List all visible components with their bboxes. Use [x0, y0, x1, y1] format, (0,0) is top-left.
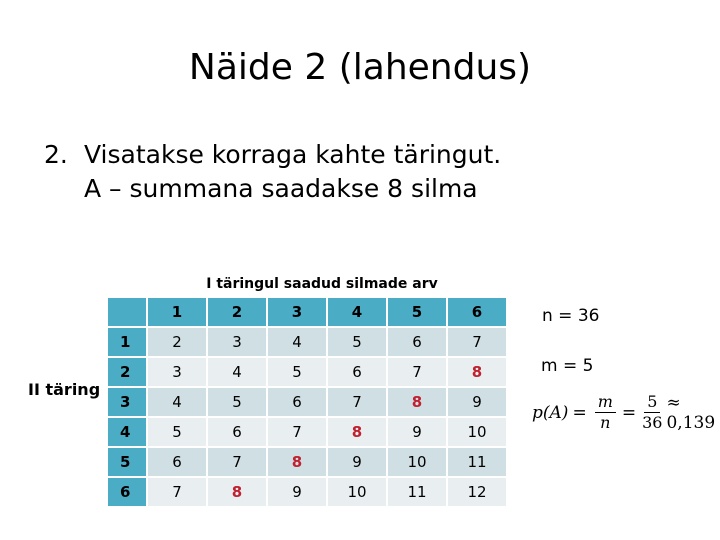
dice-sum-table — [108, 298, 508, 508]
formula-equals-2: = — [621, 402, 637, 423]
row-header: 6 — [108, 477, 147, 507]
table-cell: 10 — [327, 477, 387, 507]
table-cell: 8 — [387, 387, 447, 417]
table-row — [108, 387, 507, 417]
row-header: 5 — [108, 447, 147, 477]
fraction-5-over-36 — [642, 392, 662, 433]
table-cell: 6 — [207, 417, 267, 447]
table-cell: 6 — [387, 327, 447, 357]
table-cell: 4 — [267, 327, 327, 357]
table-cell: 9 — [447, 387, 507, 417]
column-header: 5 — [387, 298, 447, 327]
table-cell: 10 — [387, 447, 447, 477]
column-header: 6 — [447, 298, 507, 327]
table-cell: 9 — [327, 447, 387, 477]
table-cell: 3 — [207, 327, 267, 357]
task-number: 2. — [44, 140, 68, 169]
table-cell: 8 — [447, 357, 507, 387]
task-line-2: A – summana saadakse 8 silma — [84, 174, 478, 203]
table-cell: 5 — [147, 417, 207, 447]
column-header: 4 — [327, 298, 387, 327]
table-cell: 3 — [147, 357, 207, 387]
table-cell: 9 — [387, 417, 447, 447]
table-cell: 10 — [447, 417, 507, 447]
table-cell: 7 — [147, 477, 207, 507]
table-cell: 5 — [207, 387, 267, 417]
table-cell: 11 — [447, 447, 507, 477]
table-cell: 8 — [267, 447, 327, 477]
probability-formula — [532, 392, 720, 433]
slide-title: Näide 2 (lahendus) — [188, 47, 532, 88]
fraction-denominator: n — [600, 413, 611, 432]
m-value: m = 5 — [541, 356, 594, 376]
column-header: 3 — [267, 298, 327, 327]
table-cell: 6 — [327, 357, 387, 387]
task-line-1: Visatakse korraga kahte täringut. — [84, 140, 502, 169]
formula-lhs: p(A) — [532, 402, 569, 423]
table-cell: 4 — [147, 387, 207, 417]
table-row — [108, 357, 507, 387]
table-cell: 7 — [327, 387, 387, 417]
formula-equals: = — [572, 402, 587, 423]
table-cell: 6 — [147, 447, 207, 477]
table-cell: 7 — [207, 447, 267, 477]
fraction-numerator: m — [595, 392, 616, 413]
table-cell: 7 — [267, 417, 327, 447]
table-cell: 11 — [387, 477, 447, 507]
row-header: 2 — [108, 357, 147, 387]
fraction-m-over-n — [595, 392, 616, 433]
table-cell: 5 — [267, 357, 327, 387]
n-value: n = 36 — [542, 306, 600, 326]
table-cell: 12 — [447, 477, 507, 507]
table-cell: 2 — [147, 327, 207, 357]
fraction-denominator: 36 — [642, 413, 663, 432]
table-row — [108, 417, 507, 447]
table-cell: 7 — [447, 327, 507, 357]
task-text — [44, 138, 501, 206]
table-row — [108, 477, 507, 507]
table-cell: 8 — [327, 417, 387, 447]
table-cell: 5 — [327, 327, 387, 357]
table-cell: 9 — [267, 477, 327, 507]
table-row — [108, 447, 507, 477]
row-axis-label: II täring — [28, 380, 101, 399]
column-header: 1 — [147, 298, 207, 327]
fraction-numerator: 5 — [644, 392, 660, 413]
row-header: 1 — [108, 327, 147, 357]
table-cell: 4 — [207, 357, 267, 387]
table-cell: 6 — [267, 387, 327, 417]
column-header: 2 — [207, 298, 267, 327]
row-header: 4 — [108, 417, 147, 447]
formula-approx: ≈ 0,139 — [666, 392, 716, 433]
table-row — [108, 327, 507, 357]
table-cell: 8 — [207, 477, 267, 507]
table-caption: I täringul saadud silmade arv — [206, 276, 438, 292]
table-corner — [108, 298, 147, 327]
row-header: 3 — [108, 387, 147, 417]
table-cell: 7 — [387, 357, 447, 387]
